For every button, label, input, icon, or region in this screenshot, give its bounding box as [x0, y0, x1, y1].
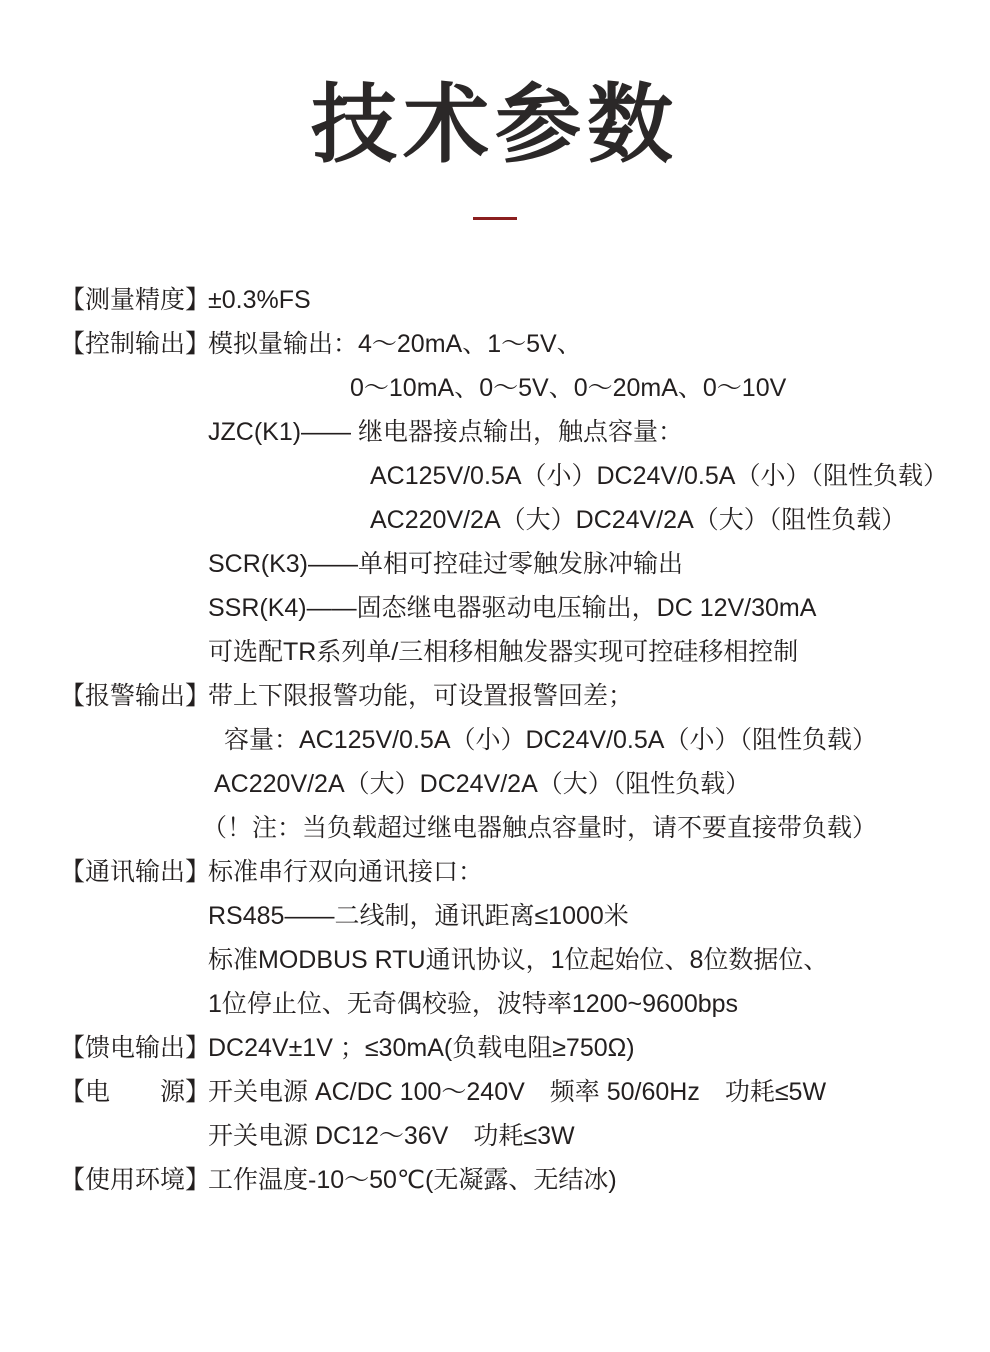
spec-text: 工作温度-10～50℃(无凝露、无结冰): [208, 1165, 617, 1194]
spec-text: 开关电源 DC12～36V 功耗≤3W: [208, 1121, 575, 1150]
spec-text: 开关电源 AC/DC 100～240V 频率 50/60Hz 功耗≤5W: [208, 1077, 827, 1106]
spec-text: 标准MODBUS RTU通讯协议，1位起始位、8位数据位、: [208, 945, 829, 974]
spec-text: AC220V/2A（大）DC24V/2A（大）（阻性负载）: [370, 505, 907, 534]
title-divider: [473, 217, 517, 220]
spec-label: 【控制输出】: [60, 329, 211, 358]
spec-line: [0, 498, 990, 542]
spec-text: 1位停止位、无奇偶校验，波特率1200~9600bps: [208, 989, 739, 1018]
spec-label: 【电 源】: [60, 1077, 211, 1106]
spec-text: 带上下限报警功能，可设置报警回差；: [208, 681, 634, 710]
spec-text: AC220V/2A（大）DC24V/2A（大）（阻性负载）: [214, 769, 751, 798]
spec-line: [0, 1070, 990, 1114]
spec-line: [0, 762, 990, 806]
spec-line: [0, 806, 990, 850]
spec-line: [0, 454, 990, 498]
spec-line: [0, 322, 990, 366]
title-divider-wrap: [0, 217, 990, 220]
spec-line: [0, 674, 990, 718]
spec-text: （！注：当负载超过继电器触点容量时，请不要直接带负载）: [202, 813, 878, 842]
spec-line: [0, 586, 990, 630]
spec-list: [0, 278, 990, 1202]
spec-text: SSR(K4)——固态继电器驱动电压输出，DC 12V/30mA: [208, 593, 817, 622]
spec-line: [0, 982, 990, 1026]
spec-text: ±0.3%FS: [208, 285, 311, 314]
spec-line: [0, 630, 990, 674]
spec-text: DC24V±1V ；≤30mA(负载电阻≥750Ω): [208, 1033, 635, 1062]
spec-label: 【测量精度】: [60, 285, 211, 314]
spec-line: [0, 938, 990, 982]
spec-line: [0, 366, 990, 410]
spec-text: 标准串行双向通讯接口：: [208, 857, 484, 886]
spec-label: 【馈电输出】: [60, 1033, 211, 1062]
spec-text: SCR(K3)——单相可控硅过零触发脉冲输出: [208, 549, 684, 578]
spec-text: 容量：AC125V/0.5A（小）DC24V/0.5A（小）（阻性负载）: [224, 725, 877, 754]
spec-text: RS485——二线制，通讯距离≤1000米: [208, 901, 629, 930]
spec-label: 【通讯输出】: [60, 857, 211, 886]
spec-text: JZC(K1)—— 继电器接点输出，触点容量：: [208, 417, 684, 446]
spec-label: 【报警输出】: [60, 681, 211, 710]
spec-line: [0, 1158, 990, 1202]
spec-line: [0, 718, 990, 762]
spec-line: [0, 1114, 990, 1158]
page-title: 技术参数: [311, 77, 679, 173]
spec-line: [0, 278, 990, 322]
spec-line: [0, 542, 990, 586]
spec-text: 可选配TR系列单/三相移相触发器实现可控硅移相控制: [208, 637, 799, 666]
spec-line: [0, 850, 990, 894]
spec-line: [0, 410, 990, 454]
spec-label: 【使用环境】: [60, 1165, 211, 1194]
spec-text: AC125V/0.5A（小）DC24V/0.5A（小）（阻性负载）: [370, 461, 948, 490]
spec-line: [0, 894, 990, 938]
spec-line: [0, 1026, 990, 1070]
spec-text: 0～10mA、0～5V、0～20mA、0～10V: [350, 373, 787, 402]
spec-text: 模拟量输出：4～20mA、1～5V、: [208, 329, 582, 358]
